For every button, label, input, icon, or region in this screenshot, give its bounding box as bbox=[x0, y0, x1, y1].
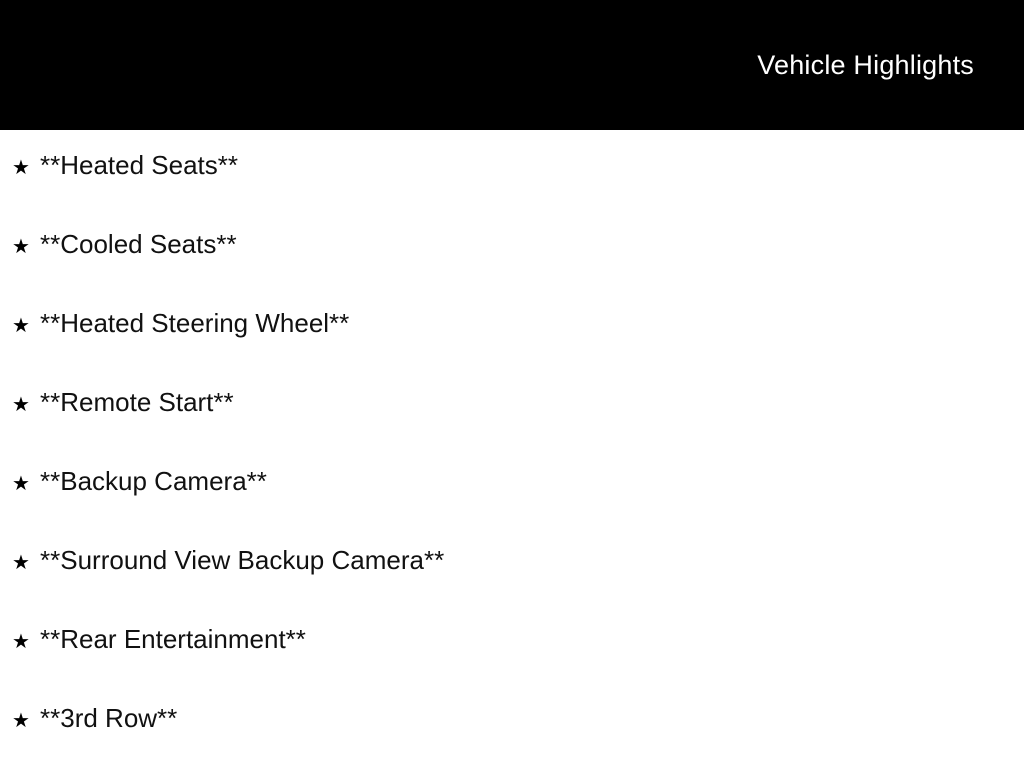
list-item bbox=[0, 231, 1024, 310]
list-item-label: **Heated Steering Wheel** bbox=[40, 308, 350, 338]
star-icon: ★ bbox=[12, 710, 30, 732]
header-bar bbox=[0, 0, 1024, 130]
list-item-label: **Cooled Seats** bbox=[40, 229, 237, 259]
list-item-label: **Remote Start** bbox=[40, 387, 234, 417]
star-icon: ★ bbox=[12, 631, 30, 653]
star-icon: ★ bbox=[12, 236, 30, 258]
list-item bbox=[0, 389, 1024, 468]
list-item bbox=[0, 468, 1024, 547]
list-item-label: **Surround View Backup Camera** bbox=[40, 545, 445, 575]
list-item bbox=[0, 152, 1024, 231]
star-icon: ★ bbox=[12, 473, 30, 495]
list-item bbox=[0, 310, 1024, 389]
vehicle-highlights-list bbox=[0, 130, 1024, 784]
list-item-label: **Backup Camera** bbox=[40, 466, 267, 496]
list-item bbox=[0, 626, 1024, 705]
list-item-label: **Rear Entertainment** bbox=[40, 624, 306, 654]
page-title: Vehicle Highlights bbox=[757, 49, 974, 80]
list-item bbox=[0, 547, 1024, 626]
star-icon: ★ bbox=[12, 157, 30, 179]
list-item bbox=[0, 705, 1024, 784]
list-item-label: **3rd Row** bbox=[40, 703, 178, 733]
star-icon: ★ bbox=[12, 552, 30, 574]
list-item-label: **Heated Seats** bbox=[40, 150, 239, 180]
star-icon: ★ bbox=[12, 315, 30, 337]
star-icon: ★ bbox=[12, 394, 30, 416]
